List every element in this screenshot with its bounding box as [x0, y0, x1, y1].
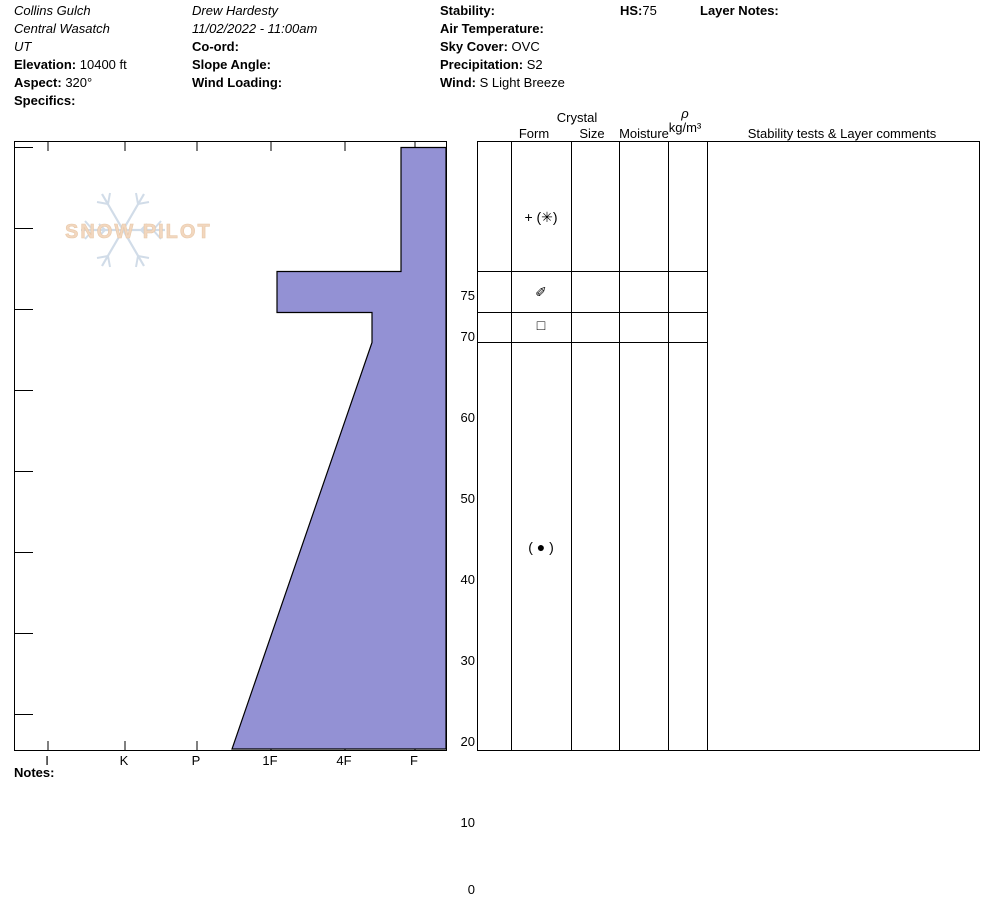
header-column-conditions	[440, 2, 565, 92]
observation-datetime: 11/02/2022 - 11:00am	[192, 21, 318, 36]
col-divider-5	[707, 142, 708, 750]
watermark-text: SNOW PILOT	[65, 221, 212, 243]
depth-tick-50: 50	[460, 491, 475, 506]
depth-tick-20: 20	[460, 734, 475, 749]
hardness-profile-shape	[232, 148, 446, 750]
hardness-axis	[14, 753, 447, 769]
location-name: Collins Gulch	[14, 3, 91, 18]
header-column-observer	[192, 2, 317, 92]
hs-label: HS:	[620, 3, 643, 18]
header-layer-notes	[700, 2, 779, 20]
air-temperature-row: Air Temperature:	[440, 21, 544, 36]
layer-divider-52	[478, 342, 707, 343]
hardness-label-f: F	[410, 753, 418, 768]
hardness-label-1f: 1F	[262, 753, 278, 768]
snow-profile-plot	[14, 141, 447, 751]
hardness-label-4f: 4F	[336, 753, 352, 768]
depth-tick-75: 75	[460, 288, 475, 303]
specifics-row: Specifics:	[14, 93, 76, 108]
depth-tick-30: 30	[460, 653, 475, 668]
crystal-header-line1: Crystal	[556, 110, 598, 125]
layers-table	[477, 141, 980, 751]
layer-notes-label: Layer Notes:	[700, 3, 779, 18]
depth-tick-0: 0	[467, 882, 475, 897]
crystal-size-header: Size	[579, 126, 605, 141]
density-header: kg/m³	[668, 120, 702, 135]
sky-cover-row: Sky Cover: OVC	[440, 39, 540, 54]
stability-tests-header: Stability tests & Layer comments	[747, 126, 937, 141]
notes-section	[14, 765, 54, 780]
grain-symbol-3: □	[536, 317, 546, 333]
location-region: Central Wasatch	[14, 21, 110, 36]
wind-row: Wind: S Light Breeze	[440, 75, 565, 90]
depth-tick-60: 60	[460, 410, 475, 425]
layer-divider-60	[478, 271, 707, 272]
precipitation-row: Precipitation: S2	[440, 57, 543, 72]
depth-tick-10: 10	[460, 815, 475, 830]
grain-symbol-1: + (✳)	[524, 209, 558, 225]
depth-tick-40: 40	[460, 572, 475, 587]
coord-row: Co-ord:	[192, 39, 239, 54]
header-column-location	[14, 2, 127, 110]
grain-symbol-4: ( ● )	[528, 539, 554, 555]
profile-svg	[15, 142, 446, 750]
depth-axis	[447, 141, 477, 897]
crystal-form-header: Form	[518, 126, 550, 141]
hardness-label-p: P	[191, 753, 201, 768]
wind-loading-row: Wind Loading:	[192, 75, 283, 90]
col-divider-4	[668, 142, 669, 750]
col-divider-1	[511, 142, 512, 750]
stability-row: Stability:	[440, 3, 495, 18]
hardness-label-i: I	[45, 753, 49, 768]
depth-tick-70: 70	[460, 329, 475, 344]
layer-divider-57	[478, 312, 707, 313]
elevation-row: Elevation: 10400 ft	[14, 57, 127, 72]
moisture-header: Moisture	[619, 126, 669, 141]
hs-value: 75	[642, 3, 657, 18]
hardness-label-k: K	[119, 753, 129, 768]
slope-angle-row: Slope Angle:	[192, 57, 271, 72]
col-divider-3	[619, 142, 620, 750]
header-hs	[620, 2, 657, 20]
notes-label: Notes:	[14, 765, 55, 780]
location-state: UT	[14, 39, 32, 54]
col-divider-2	[571, 142, 572, 750]
observer-name: Drew Hardesty	[192, 3, 278, 18]
aspect-row: Aspect: 320°	[14, 75, 93, 90]
grain-symbol-2: ✐	[535, 284, 547, 300]
density-rho-symbol: ρ	[681, 106, 689, 121]
